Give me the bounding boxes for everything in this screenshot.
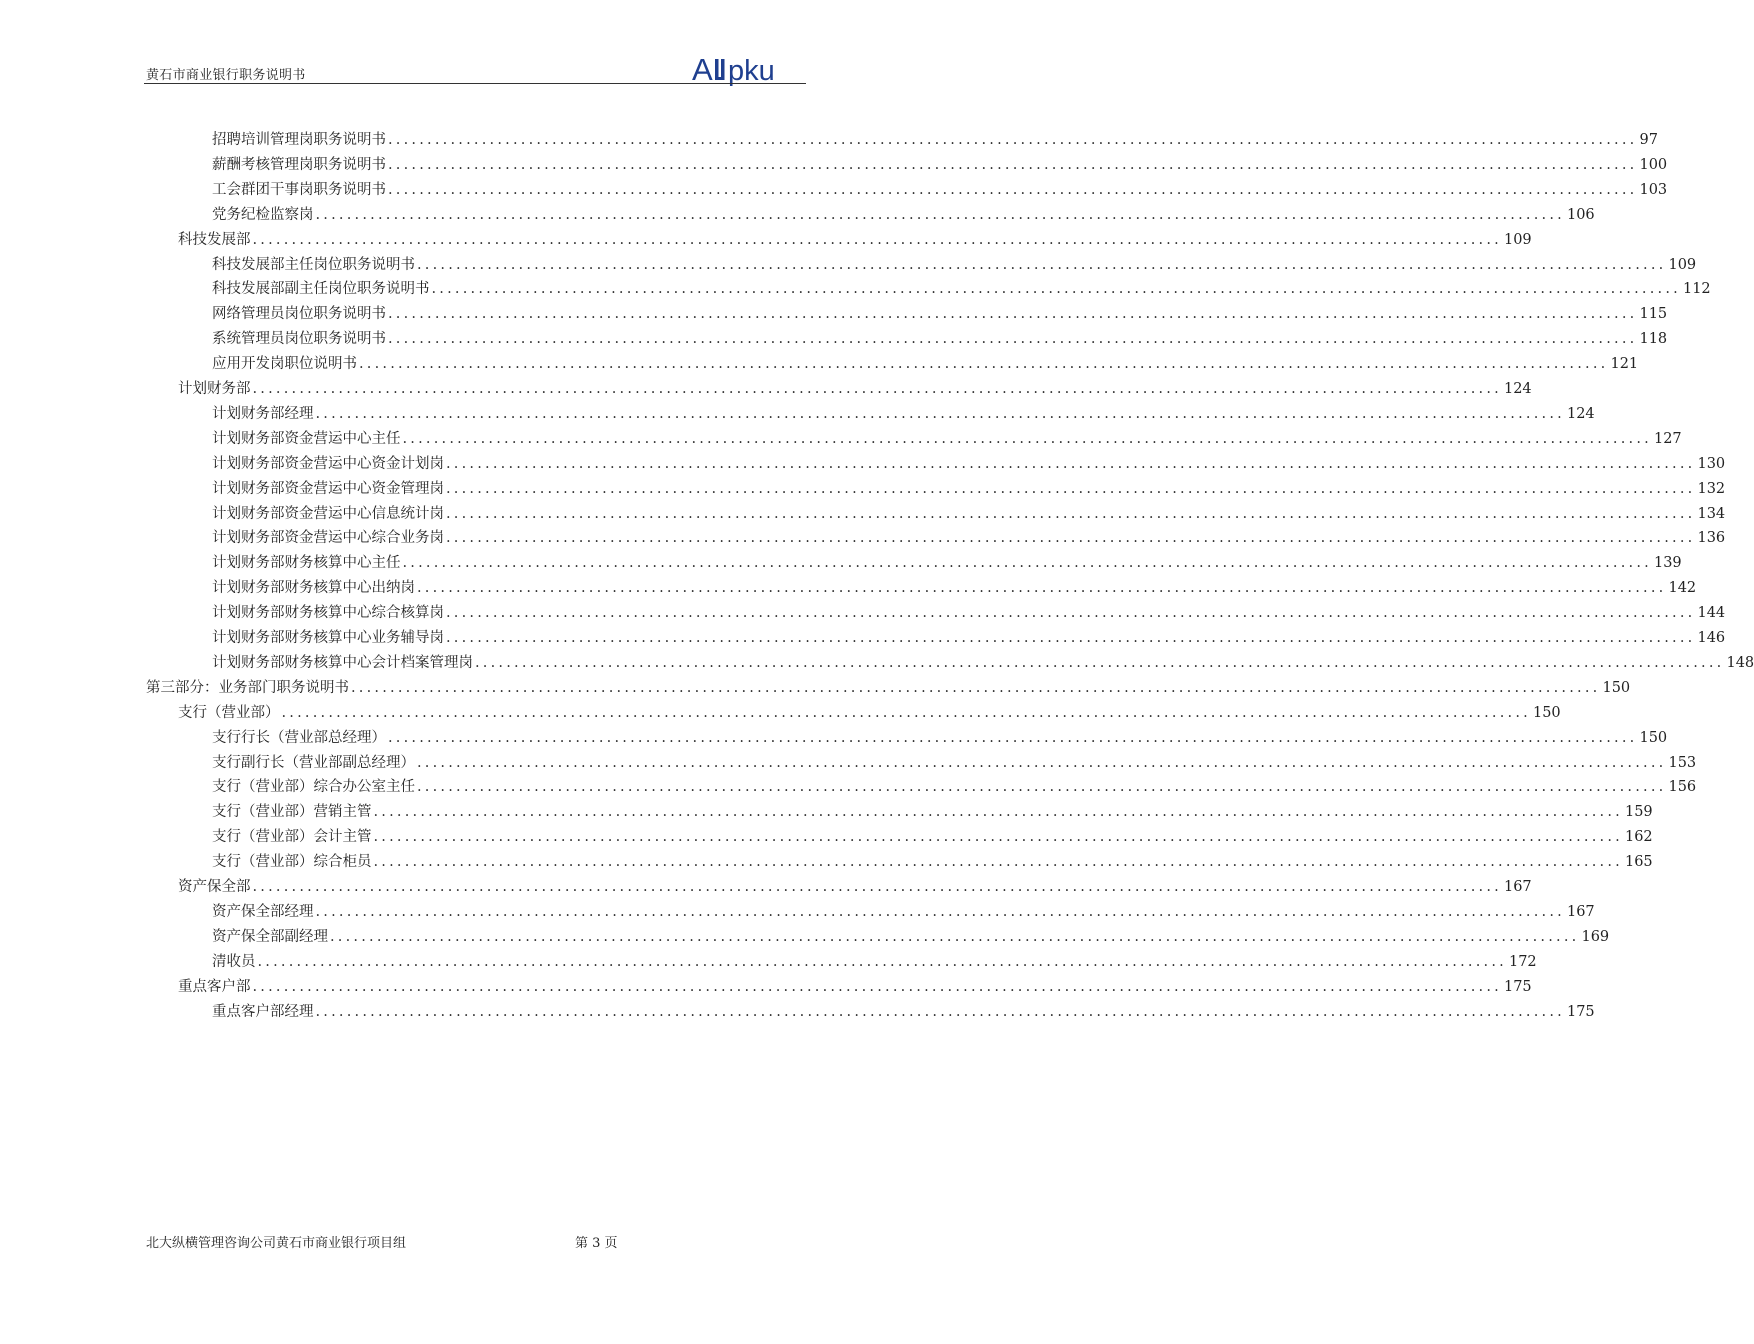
footer-page-number: 第 3 页 bbox=[575, 1236, 618, 1251]
toc-entry-page: 150 bbox=[1602, 679, 1631, 696]
toc-leader-dots: ................................................................................................................................................................ bbox=[475, 654, 1725, 671]
logo-bar-base bbox=[715, 77, 725, 80]
toc-leader-dots: ................................................................................................................................................................ bbox=[446, 455, 1696, 472]
toc-leader-dots: ................................................................................................................................................................ bbox=[388, 156, 1638, 173]
toc-entry-title: 计划财务部经理 bbox=[212, 405, 314, 422]
logo-bar-2 bbox=[721, 59, 725, 80]
toc-leader-dots: ................................................................................................................................................................ bbox=[417, 256, 1667, 273]
toc-entry[interactable] bbox=[212, 622, 1726, 647]
toc-leader-dots: ................................................................................................................................................................ bbox=[388, 729, 1638, 746]
toc-entry-title: 支行副行长（营业部副总经理） bbox=[212, 754, 415, 771]
toc-entry-title: 计划财务部资金营运中心资金管理岗 bbox=[212, 480, 444, 497]
toc-entry-title: 清收员 bbox=[212, 953, 256, 970]
allpku-logo bbox=[690, 50, 808, 86]
toc-entry[interactable] bbox=[212, 896, 1595, 921]
toc-leader-dots: ................................................................................................................................................................ bbox=[431, 281, 1681, 298]
toc-entry[interactable] bbox=[212, 199, 1595, 224]
toc-leader-dots: ................................................................................................................................................................ bbox=[330, 928, 1580, 945]
toc-leader-dots: ................................................................................................................................................................ bbox=[359, 356, 1609, 373]
toc-entry-page: 175 bbox=[1566, 1003, 1595, 1020]
toc-entry-title: 计划财务部财务核算中心综合核算岗 bbox=[212, 605, 444, 622]
toc-entry-title: 科技发展部主任岗位职务说明书 bbox=[212, 256, 415, 273]
toc-entry-title: 招聘培训管理岗职务说明书 bbox=[212, 132, 386, 148]
toc-entry[interactable] bbox=[212, 921, 1610, 946]
toc-entry-page: 124 bbox=[1503, 381, 1532, 397]
toc-entry-page: 121 bbox=[1610, 356, 1639, 373]
document-title: 黄石市商业银行职务说明书 bbox=[146, 68, 306, 83]
toc-entry[interactable] bbox=[212, 572, 1697, 597]
toc-leader-dots: ................................................................................................................................................................ bbox=[402, 555, 1652, 572]
logo-bar-1 bbox=[715, 59, 719, 80]
toc-entry-page: 167 bbox=[1566, 903, 1595, 920]
toc-entry-page: 139 bbox=[1653, 555, 1682, 572]
toc-entry-title: 计划财务部财务核算中心出纳岗 bbox=[212, 580, 415, 597]
toc-entry-page: 167 bbox=[1503, 879, 1532, 895]
toc-leader-dots: ................................................................................................................................................................ bbox=[446, 630, 1696, 646]
toc-entry-page: 115 bbox=[1639, 306, 1668, 323]
toc-entry-title: 计划财务部财务核算中心主任 bbox=[212, 555, 401, 572]
toc-entry-page: 169 bbox=[1581, 928, 1610, 945]
toc-entry[interactable] bbox=[212, 771, 1697, 796]
toc-entry[interactable] bbox=[212, 448, 1726, 473]
toc-leader-dots: ................................................................................................................................................................ bbox=[252, 978, 1502, 995]
toc-entry-page: 118 bbox=[1639, 331, 1668, 348]
toc-entry-title: 计划财务部资金营运中心资金计划岗 bbox=[212, 455, 444, 472]
toc-leader-dots: ................................................................................................................................................................ bbox=[315, 206, 1565, 223]
toc-entry-title: 重点客户部经理 bbox=[212, 1003, 314, 1020]
toc-entry-title: 应用开发岗职位说明书 bbox=[212, 356, 357, 373]
toc-entry-page: 162 bbox=[1624, 829, 1653, 846]
toc-entry[interactable] bbox=[178, 971, 1532, 996]
toc-entry-title: 工会群团干事岗职务说明书 bbox=[212, 181, 386, 198]
toc-entry-title: 科技发展部副主任岗位职务说明书 bbox=[212, 281, 430, 298]
toc-entry[interactable] bbox=[178, 373, 1532, 398]
toc-entry-title: 支行（营业部）会计主管 bbox=[212, 829, 372, 846]
toc-entry[interactable] bbox=[212, 323, 1668, 348]
toc-entry-page: 109 bbox=[1503, 231, 1532, 248]
toc-entry-title: 网络管理员岗位职务说明书 bbox=[212, 306, 386, 323]
toc-entry-page: 103 bbox=[1639, 181, 1668, 198]
toc-entry[interactable] bbox=[212, 821, 1653, 846]
toc-entry-title: 资产保全部经理 bbox=[212, 903, 314, 920]
toc-entry-page: 132 bbox=[1697, 480, 1726, 497]
toc-entry-page: 127 bbox=[1653, 430, 1682, 447]
toc-entry[interactable] bbox=[212, 149, 1668, 174]
toc-entry[interactable] bbox=[212, 722, 1668, 747]
toc-entry-title: 资产保全部副经理 bbox=[212, 928, 328, 945]
toc-entry[interactable] bbox=[212, 348, 1639, 373]
toc-entry-title: 第三部分：业务部门职务说明书 bbox=[146, 679, 349, 696]
toc-entry[interactable] bbox=[178, 871, 1532, 896]
toc-entry-page: 124 bbox=[1566, 405, 1595, 422]
header-divider bbox=[144, 83, 806, 84]
toc-entry-title: 计划财务部资金营运中心综合业务岗 bbox=[212, 530, 444, 547]
logo-letter-a: A bbox=[692, 52, 713, 87]
toc-leader-dots: ................................................................................................................................................................ bbox=[315, 405, 1565, 422]
toc-entry[interactable] bbox=[212, 747, 1697, 772]
toc-entry-title: 支行（营业部）营销主管 bbox=[212, 804, 372, 821]
toc-entry[interactable] bbox=[212, 547, 1682, 572]
toc-entry-title: 计划财务部资金营运中心主任 bbox=[212, 430, 401, 447]
toc-leader-dots: ................................................................................................................................................................ bbox=[417, 754, 1667, 771]
toc-entry[interactable] bbox=[178, 224, 1532, 249]
toc-entry[interactable] bbox=[146, 672, 1631, 697]
toc-leader-dots: ................................................................................................................................................................ bbox=[446, 530, 1696, 547]
toc-entry-page: 136 bbox=[1697, 530, 1726, 547]
toc-entry-page: 106 bbox=[1566, 206, 1595, 223]
toc-leader-dots: ................................................................................................................................................................ bbox=[446, 480, 1696, 497]
toc-entry-title: 系统管理员岗位职务说明书 bbox=[212, 331, 386, 348]
toc-entry-page: 153 bbox=[1668, 754, 1697, 771]
toc-leader-dots: ................................................................................................................................................................ bbox=[252, 381, 1502, 397]
toc-leader-dots: ................................................................................................................................................................ bbox=[315, 903, 1565, 920]
toc-entry-title: 计划财务部 bbox=[178, 381, 251, 397]
toc-entry-page: 148 bbox=[1726, 654, 1754, 671]
toc-entry-page: 150 bbox=[1532, 704, 1561, 721]
toc-entry-page: 134 bbox=[1697, 505, 1726, 522]
toc-entry[interactable] bbox=[212, 473, 1726, 498]
logo-letters-pku: pku bbox=[728, 55, 775, 87]
toc-leader-dots: ................................................................................................................................................................ bbox=[373, 804, 1623, 821]
toc-entry[interactable] bbox=[212, 423, 1682, 448]
toc-entry-title: 计划财务部财务核算中心会计档案管理岗 bbox=[212, 654, 473, 671]
toc-entry[interactable] bbox=[212, 946, 1537, 971]
toc-leader-dots: ................................................................................................................................................................ bbox=[257, 953, 1507, 970]
toc-entry-page: 156 bbox=[1668, 779, 1697, 796]
toc-entry-page: 172 bbox=[1508, 953, 1537, 970]
toc-leader-dots: ................................................................................................................................................................ bbox=[388, 331, 1638, 348]
toc-entry[interactable] bbox=[212, 498, 1726, 523]
toc-entry-title: 重点客户部 bbox=[178, 978, 251, 995]
toc-entry[interactable] bbox=[212, 124, 1658, 149]
toc-entry[interactable] bbox=[212, 249, 1697, 274]
toc-entry[interactable] bbox=[178, 697, 1561, 722]
toc-leader-dots: ................................................................................................................................................................ bbox=[417, 779, 1667, 796]
toc-entry-title: 计划财务部资金营运中心信息统计岗 bbox=[212, 505, 444, 522]
toc-entry-page: 146 bbox=[1697, 630, 1726, 646]
toc-leader-dots: ................................................................................................................................................................ bbox=[373, 829, 1623, 846]
toc-entry-title: 支行（营业部）综合柜员 bbox=[212, 854, 372, 871]
toc-entry-page: 159 bbox=[1624, 804, 1653, 821]
toc-entry-title: 资产保全部 bbox=[178, 879, 251, 895]
toc-leader-dots: ................................................................................................................................................................ bbox=[315, 1003, 1565, 1020]
toc-entry-page: 175 bbox=[1503, 978, 1532, 995]
toc-leader-dots: ................................................................................................................................................................ bbox=[388, 306, 1638, 323]
toc-entry[interactable] bbox=[212, 174, 1668, 199]
toc-entry[interactable] bbox=[212, 846, 1653, 871]
toc-entry-page: 165 bbox=[1624, 854, 1653, 871]
toc-leader-dots: ................................................................................................................................................................ bbox=[417, 580, 1667, 597]
toc-entry-page: 112 bbox=[1682, 281, 1711, 298]
toc-leader-dots: ................................................................................................................................................................ bbox=[388, 132, 1638, 148]
toc-entry-title: 计划财务部财务核算中心业务辅导岗 bbox=[212, 630, 444, 646]
toc-entry-title: 科技发展部 bbox=[178, 231, 251, 248]
toc-entry[interactable] bbox=[212, 273, 1711, 298]
toc-entry-page: 97 bbox=[1639, 132, 1658, 148]
toc-leader-dots: ................................................................................................................................................................ bbox=[281, 704, 1531, 721]
toc-entry[interactable] bbox=[212, 996, 1595, 1021]
toc-entry[interactable] bbox=[212, 298, 1668, 323]
toc-leader-dots: ................................................................................................................................................................ bbox=[446, 605, 1696, 622]
toc-entry-title: 支行（营业部）综合办公室主任 bbox=[212, 779, 415, 796]
toc-entry-title: 党务纪检监察岗 bbox=[212, 206, 314, 223]
toc-entry-page: 109 bbox=[1668, 256, 1697, 273]
toc-entry-page: 150 bbox=[1639, 729, 1668, 746]
toc-entry-title: 支行（营业部） bbox=[178, 704, 280, 721]
toc-entry[interactable] bbox=[212, 398, 1595, 423]
toc-leader-dots: ................................................................................................................................................................ bbox=[252, 231, 1502, 248]
toc-entry[interactable] bbox=[212, 522, 1726, 547]
toc-leader-dots: ................................................................................................................................................................ bbox=[446, 505, 1696, 522]
toc-leader-dots: ................................................................................................................................................................ bbox=[388, 181, 1638, 198]
toc-entry[interactable] bbox=[212, 597, 1726, 622]
toc-entry-page: 142 bbox=[1668, 580, 1697, 597]
toc-entry-title: 薪酬考核管理岗职务说明书 bbox=[212, 156, 386, 173]
toc-leader-dots: ................................................................................................................................................................ bbox=[402, 430, 1652, 447]
toc-entry[interactable] bbox=[212, 796, 1653, 821]
toc-entry-page: 130 bbox=[1697, 455, 1726, 472]
toc-entry-page: 144 bbox=[1697, 605, 1726, 622]
toc-leader-dots: ................................................................................................................................................................ bbox=[351, 679, 1601, 696]
toc-entry-title: 支行行长（营业部总经理） bbox=[212, 729, 386, 746]
toc-entry[interactable] bbox=[212, 647, 1754, 672]
toc-leader-dots: ................................................................................................................................................................ bbox=[252, 879, 1502, 895]
toc-entry-page: 100 bbox=[1639, 156, 1668, 173]
footer-organization: 北大纵横管理咨询公司黄石市商业银行项目组 bbox=[146, 1236, 407, 1251]
toc-leader-dots: ................................................................................................................................................................ bbox=[373, 854, 1623, 871]
